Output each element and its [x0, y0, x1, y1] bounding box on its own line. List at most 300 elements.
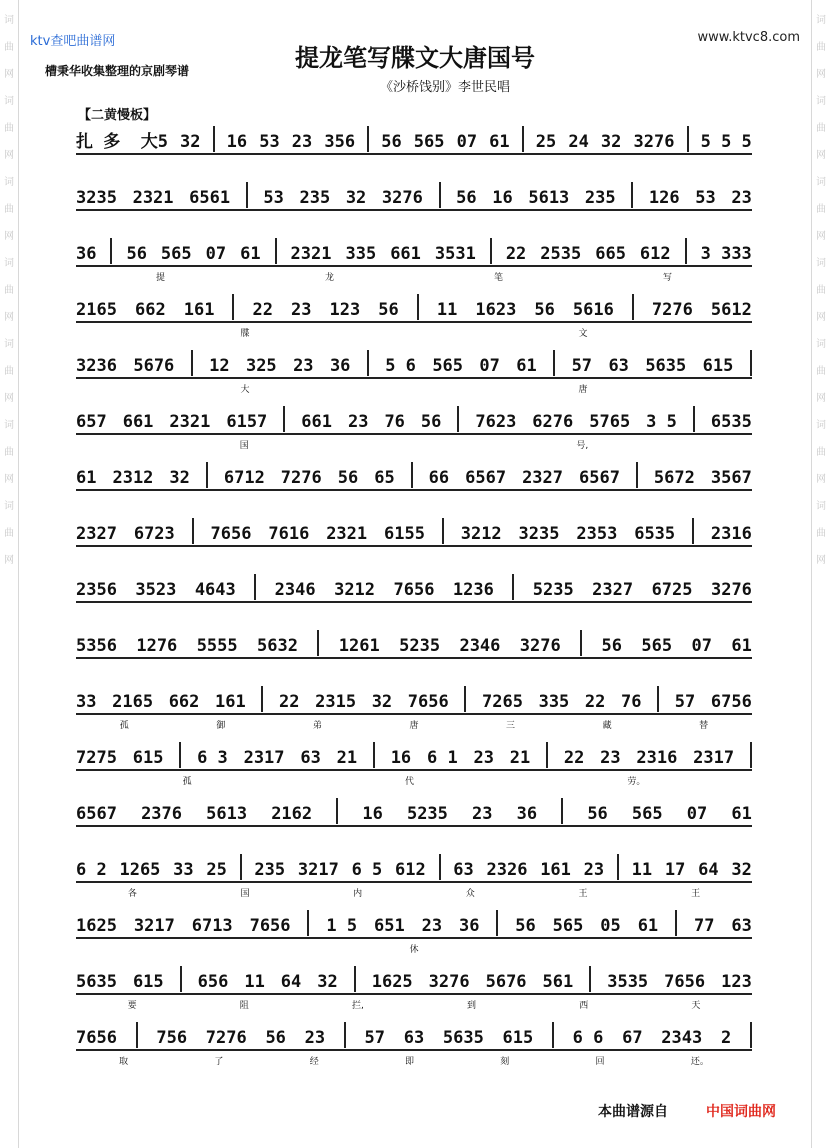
- note-line: [76, 1024, 752, 1051]
- note-line: [76, 296, 752, 323]
- bar-line: [307, 910, 309, 936]
- note-group: 36: [458, 916, 480, 936]
- note-group: 67: [622, 1028, 643, 1048]
- score-row: [76, 744, 752, 794]
- note-group: 6 3: [197, 748, 228, 768]
- note-group: 07: [686, 804, 708, 824]
- note-group: 07: [691, 636, 712, 656]
- bar-line: [254, 574, 256, 600]
- lyric-word: 唐: [409, 721, 419, 731]
- note-group: 3 333: [700, 244, 752, 264]
- bar-line: [213, 126, 215, 152]
- note-group: 335: [538, 692, 570, 712]
- bar-line: [750, 350, 752, 376]
- note-group: 3567: [710, 468, 752, 488]
- bar-line: [373, 742, 375, 768]
- note-group: 66: [428, 468, 450, 488]
- bar-line: [136, 1022, 138, 1048]
- note-group: 2317: [243, 748, 285, 768]
- note-group: 7276: [651, 300, 693, 320]
- left-watermark-strip: [0, 0, 19, 1148]
- watermark-glyph: 网: [4, 231, 14, 242]
- note-group: 7656: [664, 972, 706, 992]
- note-group: 656: [197, 972, 229, 992]
- lyric-line: [76, 942, 752, 954]
- note-group: 1625: [76, 916, 117, 936]
- note-group: 615: [502, 1028, 534, 1048]
- watermark-glyph: 网: [816, 555, 826, 566]
- bar-line: [561, 798, 563, 824]
- watermark-glyph: 词: [4, 177, 14, 188]
- note-group: 3217: [133, 916, 175, 936]
- note-group: 6157: [226, 412, 268, 432]
- bar-line: [261, 686, 263, 712]
- note-group: 161: [215, 692, 246, 712]
- note-group: 6567: [465, 468, 507, 488]
- note-group: 756: [156, 1028, 188, 1048]
- note-group: 16: [362, 804, 383, 824]
- lyric-word: 藏: [602, 721, 612, 731]
- score-row: [76, 632, 752, 682]
- note-group: 2: [720, 1028, 732, 1048]
- bar-line: [192, 518, 194, 544]
- watermark-glyph: 曲: [4, 123, 14, 134]
- collector-note: 槽秉华收集整理的京剧琴谱: [45, 64, 190, 78]
- note-group: 56: [456, 188, 477, 208]
- watermark-glyph: 词: [816, 96, 826, 107]
- watermark-glyph: 曲: [4, 42, 14, 53]
- watermark-glyph: 曲: [4, 366, 14, 377]
- note-group: 2327: [592, 580, 634, 600]
- note-group: 7656: [210, 524, 252, 544]
- note-group: 24: [568, 132, 589, 152]
- note-group: 665: [595, 244, 626, 264]
- note-group: 21: [336, 748, 358, 768]
- note-line: [76, 968, 752, 995]
- lyric-word: 拦,: [351, 1001, 364, 1011]
- note-group: 2327: [522, 468, 564, 488]
- note-group: 6535: [710, 412, 752, 432]
- watermark-glyph: 网: [816, 231, 826, 242]
- bar-line: [179, 742, 181, 768]
- watermark-glyph: 曲: [816, 366, 826, 377]
- note-group: 1276: [136, 636, 178, 656]
- watermark-glyph: 网: [4, 555, 14, 566]
- tempo-marking: 【二黄慢板】: [78, 108, 157, 123]
- bar-line: [636, 462, 638, 488]
- note-group: 21: [509, 748, 531, 768]
- note-group: 22: [279, 692, 300, 712]
- watermark-glyph: 词: [4, 258, 14, 269]
- note-group: 7656: [76, 1028, 117, 1048]
- watermark-glyph: 曲: [4, 447, 14, 458]
- note-group: 3236: [76, 356, 117, 376]
- score-row: [76, 520, 752, 570]
- note-group: 3235: [518, 524, 560, 544]
- note-group: 57: [364, 1028, 385, 1048]
- note-group: 2162: [271, 804, 313, 824]
- note-group: 53: [263, 188, 284, 208]
- lyric-word: 各: [127, 889, 137, 899]
- bar-line: [417, 294, 419, 320]
- note-group: 63: [608, 356, 629, 376]
- note-group: 5672: [653, 468, 695, 488]
- note-group: 4643: [194, 580, 236, 600]
- note-group: 11: [631, 860, 653, 880]
- lyric-word: 还。: [690, 1057, 709, 1067]
- bar-line: [442, 518, 444, 544]
- note-group: 612: [639, 244, 671, 264]
- note-group: 5635: [645, 356, 687, 376]
- bar-line: [552, 1022, 554, 1048]
- lyric-word: 休: [409, 945, 419, 955]
- note-line: [76, 576, 752, 603]
- note-group: 661: [122, 412, 154, 432]
- note-group: 57: [571, 356, 593, 376]
- note-group: 2317: [693, 748, 735, 768]
- note-group: 235: [254, 860, 286, 880]
- note-group: 61: [489, 132, 510, 152]
- note-group: 6723: [133, 524, 175, 544]
- note-group: 6567: [76, 804, 117, 824]
- bar-line: [464, 686, 466, 712]
- bar-line: [354, 966, 356, 992]
- lyric-word: 刻: [500, 1057, 510, 1067]
- lyric-line: [76, 550, 752, 562]
- note-group: 2327: [76, 524, 117, 544]
- note-group: 2343: [661, 1028, 703, 1048]
- bar-line: [685, 238, 687, 264]
- note-group: 615: [132, 972, 164, 992]
- bar-line: [657, 686, 659, 712]
- bar-line: [617, 854, 619, 880]
- bar-line: [490, 238, 492, 264]
- lyric-word: 替: [699, 721, 709, 731]
- note-group: 565: [552, 916, 584, 936]
- note-group: 61: [731, 636, 752, 656]
- note-group: 3276: [633, 132, 675, 152]
- note-group: 7265: [482, 692, 523, 712]
- note-line: [76, 128, 752, 155]
- note-group: 6 5: [351, 860, 383, 880]
- note-group: 6567: [579, 468, 620, 488]
- note-group: 12: [209, 356, 230, 376]
- note-group: 77: [693, 916, 715, 936]
- bar-line: [589, 966, 591, 992]
- lyric-word: 提: [155, 273, 165, 283]
- note-group: 6713: [191, 916, 233, 936]
- note-group: 5616: [572, 300, 614, 320]
- watermark-glyph: 曲: [816, 528, 826, 539]
- note-group: 5 5 5: [700, 132, 752, 152]
- lyric-word: 王: [691, 889, 701, 899]
- lyric-line: [76, 830, 752, 842]
- note-group: 07: [479, 356, 500, 376]
- note-group: 6276: [532, 412, 574, 432]
- note-group: 2535: [540, 244, 582, 264]
- watermark-glyph: 网: [816, 150, 826, 161]
- note-group: 5676: [133, 356, 175, 376]
- note-group: 61: [731, 804, 752, 824]
- note-group: 23: [421, 916, 443, 936]
- note-group: 23: [583, 860, 605, 880]
- lyric-word: 号,: [576, 441, 589, 451]
- bar-line: [283, 406, 285, 432]
- note-group: 63: [453, 860, 474, 880]
- score-row: [76, 856, 752, 906]
- note-group: 05: [600, 916, 621, 936]
- note-line: [76, 352, 752, 379]
- note-group: 565: [631, 804, 663, 824]
- page-title: 提龙笔写牒文大唐国号: [295, 43, 535, 72]
- note-group: 651: [373, 916, 405, 936]
- bar-line: [675, 910, 677, 936]
- note-group: 5676: [485, 972, 527, 992]
- bar-line: [110, 238, 112, 264]
- note-group: 23: [304, 1028, 326, 1048]
- note-group: 565: [413, 132, 445, 152]
- note-group: 56: [601, 636, 623, 656]
- note-group: 16: [226, 132, 248, 152]
- lyric-word: 国: [239, 441, 249, 451]
- note-group: 5356: [76, 636, 117, 656]
- note-group: 36: [516, 804, 538, 824]
- bar-line: [439, 854, 441, 880]
- lyric-word: 御: [216, 721, 226, 731]
- note-group: 2353: [576, 524, 618, 544]
- note-group: 2321: [326, 524, 368, 544]
- lyric-word: 西: [579, 1001, 589, 1011]
- lyric-word: 到: [467, 1001, 477, 1011]
- bar-line: [522, 126, 524, 152]
- note-group: 3235: [76, 188, 117, 208]
- score-row: [76, 296, 752, 346]
- note-group: 6 6: [572, 1028, 604, 1048]
- lyric-line: [76, 1054, 752, 1066]
- score-row: [76, 912, 752, 962]
- note-group: 661: [301, 412, 332, 432]
- note-group: 1265: [119, 860, 161, 880]
- note-group: 1625: [371, 972, 413, 992]
- score-row: [76, 576, 752, 626]
- note-group: 61: [240, 244, 261, 264]
- watermark-glyph: 曲: [816, 204, 826, 215]
- note-line: [76, 184, 752, 211]
- note-line: [76, 240, 752, 267]
- lyric-line: [76, 718, 752, 730]
- watermark-glyph: 网: [4, 393, 14, 404]
- lyric-word: 即: [404, 1057, 414, 1067]
- note-group: 7656: [407, 692, 449, 712]
- note-group: 61: [76, 468, 97, 488]
- note-group: 5635: [442, 1028, 484, 1048]
- note-group: 2316: [710, 524, 752, 544]
- note-group: 5235: [399, 636, 441, 656]
- note-line: [76, 464, 752, 491]
- lyric-word: 阻: [239, 1001, 249, 1011]
- note-group: 5 6: [385, 356, 416, 376]
- note-group: 5632: [257, 636, 298, 656]
- lyric-word: 王: [578, 889, 588, 899]
- bar-line: [246, 182, 248, 208]
- note-group: 3276: [710, 580, 752, 600]
- note-group: 3523: [135, 580, 177, 600]
- note-group: 32: [371, 692, 393, 712]
- lyric-word: 内: [353, 889, 363, 899]
- lyric-line: [76, 326, 752, 338]
- note-group: 76: [621, 692, 642, 712]
- lyric-line: [76, 382, 752, 394]
- watermark-glyph: 曲: [816, 285, 826, 296]
- lyric-word: 牒: [240, 329, 250, 339]
- note-group: 5612: [710, 300, 752, 320]
- note-group: 22: [252, 300, 273, 320]
- note-group: 7275: [76, 748, 117, 768]
- note-group: 7276: [205, 1028, 247, 1048]
- note-line: [76, 800, 752, 827]
- note-group: 23: [291, 132, 313, 152]
- bar-line: [580, 630, 582, 656]
- note-group: 56: [265, 1028, 286, 1048]
- note-group: 2315: [315, 692, 357, 712]
- score-row: [76, 240, 752, 290]
- watermark-glyph: 网: [4, 69, 14, 80]
- note-group: 1261: [338, 636, 380, 656]
- watermark-glyph: 网: [816, 474, 826, 485]
- note-group: 325: [245, 356, 277, 376]
- note-group: 64: [698, 860, 719, 880]
- note-group: 56: [534, 300, 555, 320]
- bar-line: [496, 910, 498, 936]
- lyric-word: 取: [119, 1057, 129, 1067]
- note-group: 23: [293, 356, 314, 376]
- note-group: 1623: [475, 300, 517, 320]
- note-group: 7276: [280, 468, 322, 488]
- watermark-glyph: 网: [816, 312, 826, 323]
- note-group: 76: [384, 412, 405, 432]
- note-group: 25: [206, 860, 227, 880]
- note-group: 3 5: [646, 412, 677, 432]
- bar-line: [275, 238, 277, 264]
- lyric-line: [76, 158, 752, 170]
- note-group: 53: [259, 132, 280, 152]
- note-group: 23: [291, 300, 312, 320]
- note-group: 335: [345, 244, 377, 264]
- note-group: 65: [374, 468, 395, 488]
- note-group: 32: [169, 468, 190, 488]
- bar-line: [750, 742, 752, 768]
- note-group: 5235: [532, 580, 574, 600]
- note-group: 2376: [141, 804, 183, 824]
- lyric-word: 了: [214, 1057, 224, 1067]
- lyric-word: 弟: [312, 721, 322, 731]
- note-group: 565: [432, 356, 464, 376]
- note-group: 07: [205, 244, 227, 264]
- note-group: 123: [329, 300, 361, 320]
- note-group: 07: [456, 132, 478, 152]
- note-group: 662: [134, 300, 166, 320]
- note-group: 36: [76, 244, 97, 264]
- note-group: 33: [173, 860, 194, 880]
- lyric-word: 要: [127, 1001, 137, 1011]
- note-group: 33: [76, 692, 97, 712]
- note-group: 2316: [636, 748, 678, 768]
- note-line: [76, 632, 752, 659]
- note-group: 565: [160, 244, 192, 264]
- note-group: 612: [395, 860, 426, 880]
- note-group: 6725: [651, 580, 693, 600]
- bar-line: [344, 1022, 346, 1048]
- site-name-left: ktv查吧曲谱网: [30, 34, 116, 49]
- note-group: 53: [695, 188, 716, 208]
- bar-line: [632, 294, 634, 320]
- note-line: [76, 856, 752, 883]
- watermark-glyph: 网: [4, 474, 14, 485]
- bar-line: [457, 406, 459, 432]
- note-group: 6712: [223, 468, 265, 488]
- note-group: 5635: [76, 972, 117, 992]
- note-group: 6 2: [76, 860, 107, 880]
- score-row: [76, 352, 752, 402]
- note-group: 6 1: [426, 748, 458, 768]
- bar-line: [693, 406, 695, 432]
- note-group: 7656: [249, 916, 291, 936]
- note-group: 2321: [169, 412, 211, 432]
- note-group: 5765: [589, 412, 631, 432]
- note-group: 56: [378, 300, 399, 320]
- note-group: 3531: [434, 244, 476, 264]
- bar-line: [336, 798, 338, 824]
- lyric-line: [76, 214, 752, 226]
- watermark-glyph: 网: [4, 150, 14, 161]
- note-group: 11: [244, 972, 265, 992]
- note-group: 23: [472, 804, 493, 824]
- bar-line: [512, 574, 514, 600]
- note-group: 235: [584, 188, 616, 208]
- note-group: 2321: [132, 188, 174, 208]
- note-group: 123: [721, 972, 752, 992]
- note-line: [76, 408, 752, 435]
- note-group: 57: [674, 692, 696, 712]
- watermark-glyph: 曲: [4, 285, 14, 296]
- note-group: 扎 多 大5: [76, 132, 168, 152]
- lyric-word: 国: [240, 889, 250, 899]
- site-url-right: www.ktvc8.com: [697, 30, 800, 45]
- lyric-line: [76, 998, 752, 1010]
- note-group: 63: [403, 1028, 425, 1048]
- note-group: 32: [180, 132, 201, 152]
- score-row: [76, 968, 752, 1018]
- note-group: 32: [731, 860, 752, 880]
- note-group: 356: [324, 132, 356, 152]
- watermark-glyph: 词: [816, 339, 826, 350]
- watermark-glyph: 词: [816, 177, 826, 188]
- note-group: 3535: [607, 972, 649, 992]
- lyric-word: 笔: [493, 273, 503, 283]
- lyric-word: 孤: [119, 721, 129, 731]
- note-group: 56: [126, 244, 147, 264]
- watermark-glyph: 曲: [4, 528, 14, 539]
- note-group: 161: [183, 300, 215, 320]
- score-row: [76, 464, 752, 514]
- note-group: 16: [492, 188, 513, 208]
- note-group: 22: [584, 692, 606, 712]
- note-group: 22: [505, 244, 527, 264]
- note-line: [76, 744, 752, 771]
- note-group: 56: [587, 804, 608, 824]
- bar-line: [687, 126, 689, 152]
- note-group: 615: [702, 356, 734, 376]
